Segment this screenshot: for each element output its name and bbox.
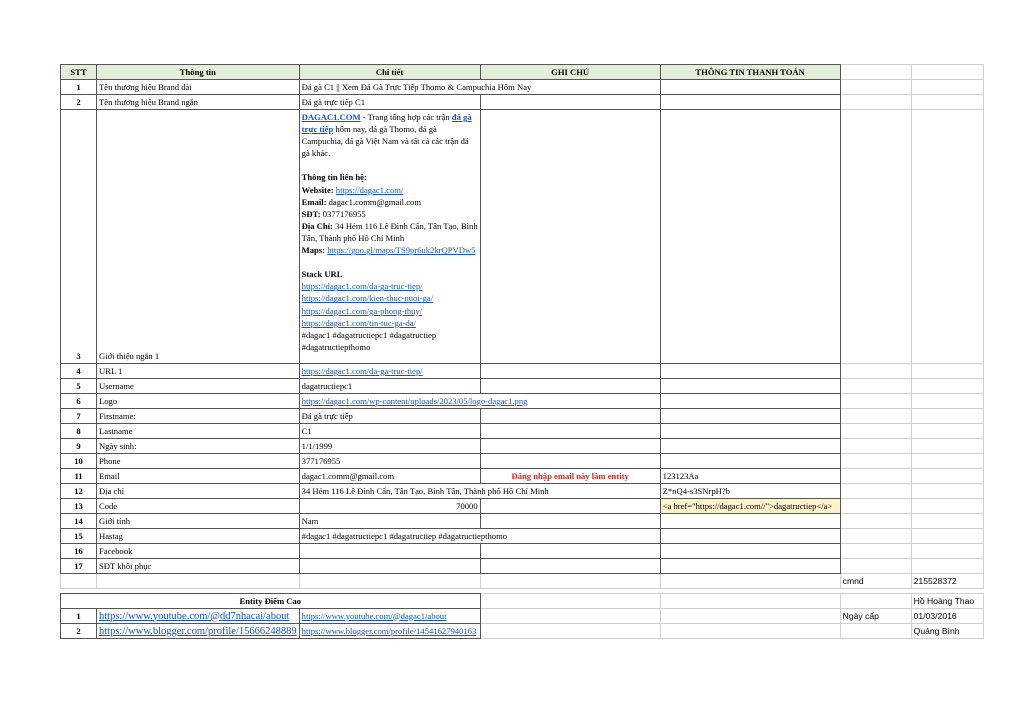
note-email-entity[interactable]: Đăng nhập email này làm entity — [480, 469, 660, 484]
intro-cell[interactable]: DAGAC1.COM - Trang tổng hợp các trận đá gà trực tiếp hôm nay, đá gà Thomo, đá gà Campuchia, đá gà Việt Nam và tất cả các trận đá gà khác. Thông tin liên hệ: Website: https://dagac1.com/ Email: dagac1.comm@gmail.com SĐT: 0377176955 Địa Chỉ: 34 Hẻm 116 Lê Đình Cẩn, Tân Tạo, Bình Tân, Thành phố Hồ Chí Minh Maps: https://goo.gl/maps/TS9pr6uk2krQPVDw5 Stack URL https://dagac1.com/da-ga-truc-tiep/ https://dagac1.com/kien-thuc-nuoi-ga/ https://dagac1.com/ga-phong-thuy/ https://dagac1.com/tin-tuc-ga-da/ #dagac1 #dagatructiepc1 #dagatructiep #dagatructiepthomo — [299, 110, 480, 364]
entity-row: 1 https://www.youtube.com/@dd7nhacai/about https://www.youtube.com/@dagac1/about Ngày cấp 01/03/2016 — [61, 609, 984, 624]
table-row: 7 Firstname: Đá gà trực tiếp — [61, 409, 984, 424]
stack-link[interactable]: https://dagac1.com/ga-phong-thuy/ — [301, 305, 423, 316]
table-row: 12 Địa chỉ 34 Hẻm 116 Lê Đình Cẩn, Tân Tạo, Bình Tân, Thành phố Hồ Chí Minh Z*nQ4-s3SNrpH?b — [61, 484, 984, 499]
table-row: 1 Tên thương hiệu Brand dài Đá gà C1 || Xem Đá Gà Trực Tiếp Thomo & Campuchia Hôm Nay — [61, 80, 984, 95]
site-link[interactable]: DAGAC1.COM — [301, 112, 361, 122]
entity-title[interactable]: Entity Điểm Cao — [61, 594, 481, 609]
lead-link[interactable]: đá gà trực tiếp — [301, 112, 472, 135]
table-row: 16 Facebook — [61, 544, 984, 559]
header-detail[interactable]: Chi tiết — [299, 65, 480, 80]
issue-date[interactable]: 01/03/2016 — [911, 609, 983, 624]
table-row: 14 Giới tính Nam — [61, 514, 984, 529]
table-row: 11 Email dagac1.comm@gmail.com Đăng nhập email này làm entity 123123Aa — [61, 469, 984, 484]
cmnd-value[interactable]: 215528372 — [911, 574, 983, 589]
header-row — [61, 65, 984, 80]
table-row: 9 Ngày sinh: 1/1/1999 — [61, 439, 984, 454]
stack-link[interactable]: https://dagac1.com/da-ga-truc-tiep/ — [301, 281, 423, 292]
table-row: 6 Logo https://dagac1.com/wp-content/uploads/2023/05/logo-dagac1.png — [61, 394, 984, 409]
table-row: 13 Code 70000 <a href="https://dagac1.com//">dagatructiep</a> — [61, 499, 984, 514]
issue-place[interactable]: Quảng Bình — [911, 624, 983, 639]
table-row: 8 Lastname C1 — [61, 424, 984, 439]
table-row-intro: 3 Giới thiệu ngắn 1 DAGAC1.COM - Trang tổng hợp các trận đá gà trực tiếp hôm nay, đá gà Thomo, đá gà Campuchia, đá gà Việt Nam và tất cả các trận đá gà khác. Thông tin liên hệ: Website: https://dagac1.com/ Email: dagac1.comm@gmail.com SĐT: 0377176955 Địa Chỉ: 34 Hẻm 116 Lê Đình Cẩn, Tân Tạo, Bình Tân, Thành phố Hồ Chí Minh Maps: https://goo.gl/maps/TS9pr6uk2krQPVDw5 Stack URL https://dagac1.com/da-ga-truc-tiep/ https://dagac1.com/kien-thuc-nuoi-ga/ https://dagac1.com/ga-phong-thuy/ https://dagac1.com/tin-tuc-ga-da/ #dagac1 #dagatructiepc1 #dagatructiep #dagatructiepthomo — [61, 110, 984, 364]
header-payment[interactable]: THÔNG TIN THANH TOÁN — [660, 65, 840, 80]
issue-date-label[interactable]: Ngày cấp — [840, 609, 911, 624]
table-row — [61, 574, 984, 589]
table-row: 17 SĐT khôi phục — [61, 559, 984, 574]
spreadsheet-grid — [60, 64, 984, 639]
stack-link[interactable]: https://dagac1.com/kien-thuc-nuoi-ga/ — [301, 293, 434, 304]
table-row: 10 Phone 377176955 — [61, 454, 984, 469]
website-link[interactable]: https://dagac1.com/ — [335, 184, 404, 195]
cmnd-label[interactable]: cmnd — [840, 574, 911, 589]
entity-row: 2 https://www.blogger.com/profile/15666248889 https://www.blogger.com/profile/14541627940163 Quảng Bình — [61, 624, 984, 639]
maps-link[interactable]: https://goo.gl/maps/TS9pr6uk2krQPVDw5 — [327, 245, 476, 256]
header-stt[interactable]: STT — [61, 65, 97, 80]
header-note[interactable]: GHI CHÚ — [480, 65, 660, 80]
owner-name[interactable]: Hồ Hoàng Thao — [911, 594, 983, 609]
table-row: 5 Username dagatructiepc1 — [61, 379, 984, 394]
header-info[interactable]: Thông tin — [97, 65, 300, 80]
table-row: 15 Hastag #dagac1 #dagatructiepc1 #dagatructiep #dagatructiepthomo — [61, 529, 984, 544]
table-row: 4 URL 1 https://dagac1.com/da-ga-truc-tiep/ — [61, 364, 984, 379]
embed-code-cell[interactable]: <a href="https://dagac1.com//">dagatructiep</a> — [660, 499, 840, 514]
stack-link[interactable]: https://dagac1.com/tin-tuc-ga-da/ — [301, 317, 416, 328]
table-row: 2 Tên thương hiệu Brand ngắn Đá gà trực tiếp C1 — [61, 95, 984, 110]
entity-header-row — [61, 594, 984, 609]
